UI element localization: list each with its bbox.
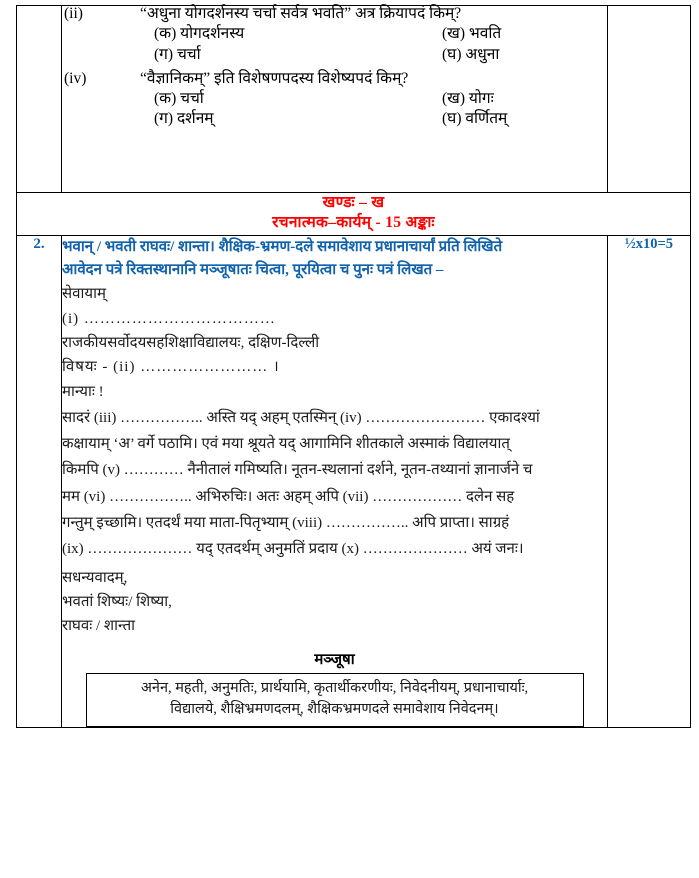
mcq-option-ii-kha[interactable] xyxy=(442,26,501,42)
option-label: (घ) xyxy=(442,45,462,63)
mcq-question-ii xyxy=(64,5,607,22)
manjusha-line-2: विद्यालये, शैक्षिभ्रमणदलम्, शैक्षिकभ्रमणदले समावेशाय निवेदनम्। xyxy=(170,701,499,718)
question-2-marks: ½x10=5 xyxy=(608,235,691,727)
mcq-roman-ii: (ii) xyxy=(64,5,83,22)
table-row-mcq xyxy=(17,6,691,193)
letter-body-line-5[interactable]: गन्तुम् इच्छामि। एतदर्थं मया माता-पितृभ्याम् (viii) …………….. अपि प्राप्ता। साग्रहं xyxy=(62,515,510,532)
letter-thanks: सधन्यवादम्, xyxy=(62,569,128,586)
manjusha-line-1: अनेन, महती, अनुमतिः, प्रार्थयामि, कृतार्थीकरणीयः, निवेदनीयम्, प्रधानाचार्याः, xyxy=(140,679,529,696)
section-heading-khanda: खण्डः – ख xyxy=(322,194,385,211)
option-label: (ग) xyxy=(154,45,174,63)
mcq-option-row-ii-1 xyxy=(62,26,607,42)
mcq-roman-iv: (iv) xyxy=(64,69,87,87)
exam-page xyxy=(0,5,699,878)
option-text: भवति xyxy=(468,25,502,43)
mcq-number-cell xyxy=(17,6,62,193)
option-text: अधुना xyxy=(465,45,500,63)
letter-subject[interactable]: विषयः - (ii) …………………… । xyxy=(62,359,280,376)
mcq-option-iv-kha[interactable] xyxy=(442,91,494,107)
option-label: (ग) xyxy=(154,110,174,128)
option-text: दर्शनम् xyxy=(176,110,214,128)
question-2-instruction-line-1: भवान् / भवती राघवः/ शान्ता। शैक्षिक-भ्रमण-दले समावेशाय प्रधानाचार्यां प्रति लिखिते xyxy=(62,238,503,255)
question-2-instruction-line-2: आवेदन पत्रे रिक्तस्थानानि मञ्जूषातः चित्वा, पूरयित्वा च पुनः पत्रं लिखत – xyxy=(62,262,444,279)
mcq-option-ii-ga[interactable] xyxy=(154,47,442,63)
table-row-section-heading xyxy=(17,193,691,236)
option-text: चर्चा xyxy=(180,90,204,108)
option-text: योगदर्शनस्य xyxy=(180,25,245,43)
mcq-marks-cell xyxy=(608,6,691,193)
section-heading-subtitle: रचनात्मक–कार्यम् - 15 अङ्काः xyxy=(272,214,435,232)
letter-body-line-6[interactable]: (ix) ………………… यद् एतदर्थम् अनुमतिं प्रदाय (x) ………………… अयं जनः। xyxy=(62,541,524,558)
exam-table xyxy=(16,5,691,728)
manjusha-box xyxy=(86,673,584,728)
mcq-stem-iv: “वैज्ञानिकम्” इति विशेषणपदस्य विशेष्यपदं किम्? xyxy=(140,69,409,87)
mcq-option-row-ii-2 xyxy=(62,47,607,63)
letter-greeting: मान्याः ! xyxy=(62,383,104,400)
letter-address: राजकीयसर्वोदयसहशिक्षाविद्यालयः, दक्षिण-दिल्ली xyxy=(62,334,320,351)
letter-body-line-1[interactable]: सादरं (iii) …………….. अस्ति यद् अहम् एतस्मिन् (iv) …………………… एकादश्यां xyxy=(62,409,540,426)
mcq-option-ii-ka[interactable] xyxy=(154,26,442,42)
table-row-question-2 xyxy=(17,235,691,727)
option-label: (ख) xyxy=(442,90,466,108)
letter-salutation-to: सेवायाम् xyxy=(62,286,106,303)
option-label: (घ) xyxy=(442,110,462,128)
letter-signature: राघवः / शान्ता xyxy=(62,618,136,635)
option-label: (ख) xyxy=(442,25,466,43)
letter-body-line-4[interactable]: मम (vi) …………….. अभिरुचिः। अतः अहम् अपि (vii) ……………… दलेन सह xyxy=(62,488,515,505)
mcq-question-iv xyxy=(64,69,607,87)
mcq-option-iv-ka[interactable] xyxy=(154,91,442,107)
section-heading-cell xyxy=(17,193,691,236)
letter-body-line-3[interactable]: किमपि (v) ………… नैनीतालं गमिष्यति। नूतन-स्थलानां दर्शने, नूतन-तथ्यानां ज्ञानार्जने च xyxy=(62,462,533,479)
manjusha-title: मञ्जूषा xyxy=(314,651,355,668)
option-label: (क) xyxy=(154,90,177,108)
question-2-body-cell xyxy=(62,235,608,727)
mcq-stem-ii: “अधुना योगदर्शनस्य चर्चा सर्वत्र भवति” अत्र क्रियापदं किम्? xyxy=(140,5,462,22)
mcq-option-row-iv-1 xyxy=(62,91,607,107)
mcq-body-cell xyxy=(62,6,608,193)
mcq-option-iv-gha[interactable] xyxy=(442,111,507,127)
letter-sign-off: भवतां शिष्यः/ शिष्या, xyxy=(62,593,172,610)
option-label: (क) xyxy=(154,25,177,43)
mcq-option-ii-gha[interactable] xyxy=(442,47,499,63)
letter-blank-i[interactable]: (i) ……………………………… xyxy=(62,310,276,327)
question-2-number: 2. xyxy=(17,235,62,727)
option-text: चर्चा xyxy=(176,45,201,63)
letter-body-line-2[interactable]: कक्षायाम् ‘अ’ वर्गे पठामि। एवं मया श्रूयते यद् आगामिनि शीतकाले अस्माकं विद्यालयात् xyxy=(62,436,510,453)
mcq-option-row-iv-2 xyxy=(62,111,607,127)
option-text: योगः xyxy=(468,90,494,108)
mcq-option-iv-ga[interactable] xyxy=(154,111,442,127)
option-text: वर्णितम् xyxy=(465,110,508,128)
